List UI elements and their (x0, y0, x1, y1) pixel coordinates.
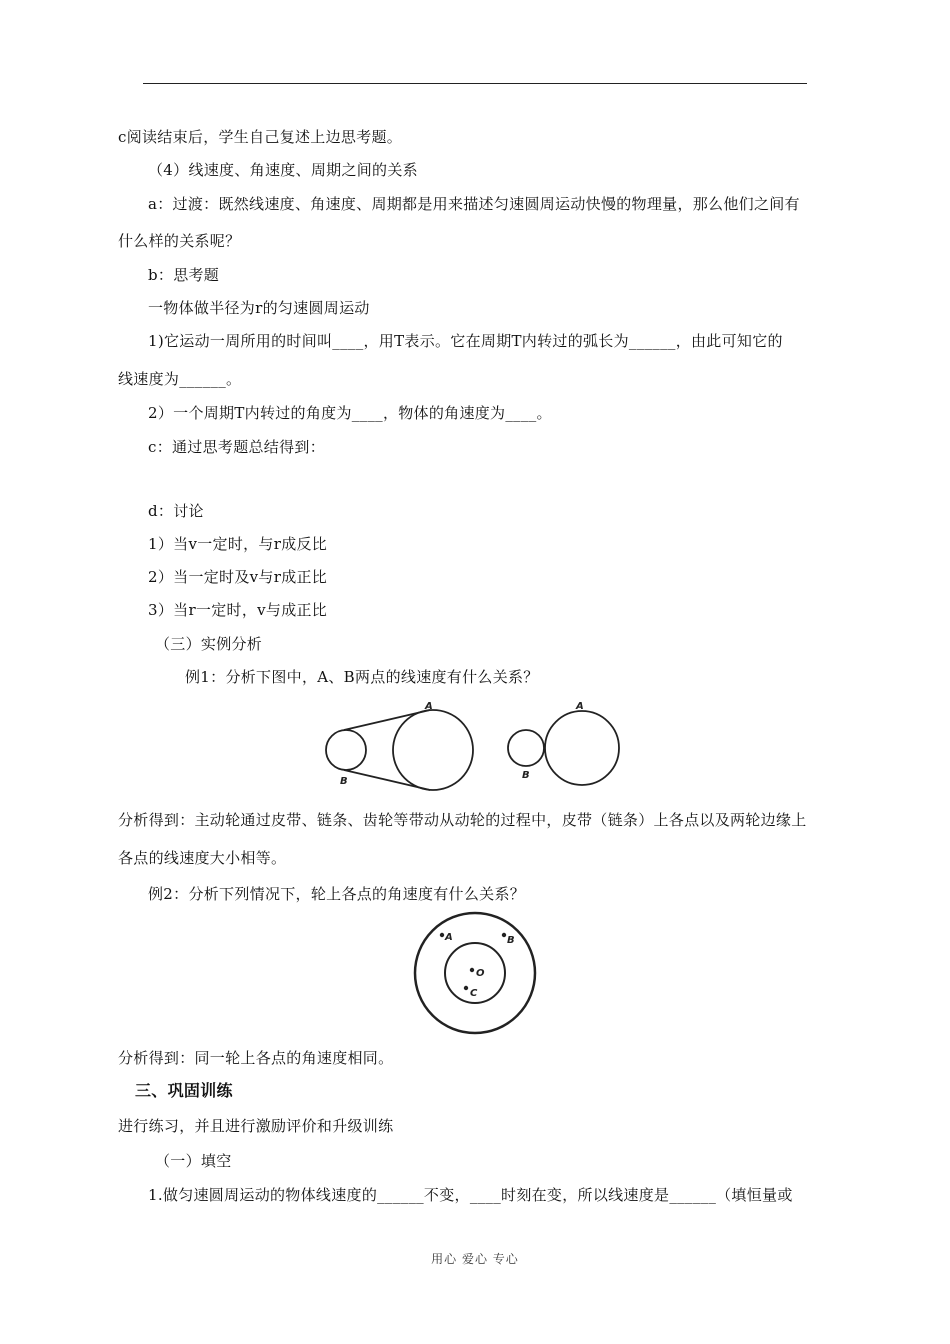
page-footer: 用心 爱心 专心 (431, 1252, 519, 1266)
text-line: b：思考题 (148, 266, 220, 284)
text-line: 2）一个周期T内转过的角度为____，物体的角速度为____。 (148, 404, 552, 422)
large-wheel-belt (393, 710, 473, 790)
point-a-label: A (576, 701, 584, 712)
section-label: （一）填空 (155, 1152, 232, 1170)
belt-top (344, 710, 430, 730)
section-label: （三）实例分析 (155, 635, 263, 653)
text-line: d：讨论 (148, 502, 204, 520)
point-c (464, 986, 468, 990)
text-line: 1）当v一定时，与r成反比 (148, 535, 328, 553)
text-line: 分析得到：主动轮通过皮带、链条、齿轮等带动从动轮的过程中，皮带（链条）上各点以及两轮边缘上 (118, 811, 807, 829)
text-line: 1)它运动一周所用的时间叫____，用T表示。它在周期T内转过的弧长为______，由此可知它的 (148, 332, 783, 350)
header-rule (143, 83, 807, 84)
text-line: 分析得到：同一轮上各点的角速度相同。 (118, 1049, 394, 1067)
example-1-question: 例1：分析下图中，A、B两点的线速度有什么关系？ (185, 668, 539, 686)
large-gear (545, 711, 619, 785)
text-line: 3）当r一定时，v与成正比 (148, 601, 328, 619)
text-line: c阅读结束后，学生自己复述上边思考题。 (118, 128, 403, 146)
belt-bottom (344, 770, 430, 790)
small-wheel-belt (326, 730, 366, 770)
point-c-label: C (470, 988, 478, 999)
section-heading: 三、巩固训练 (135, 1081, 233, 1100)
point-a-label: A (425, 701, 433, 712)
point-b-label: B (507, 935, 515, 946)
point-o (470, 968, 474, 972)
text-line: 线速度为______。 (118, 370, 242, 388)
text-line: 什么样的关系呢？ (118, 232, 241, 250)
fill-blank-question: 1.做匀速圆周运动的物体线速度的______不变，____时刻在变，所以线速度是______（填恒量或 (148, 1186, 793, 1204)
outer-wheel (415, 913, 535, 1033)
point-b (502, 933, 506, 937)
point-b-label: B (340, 776, 348, 787)
text-line: 进行练习，并且进行激励评价和升级训练 (118, 1117, 394, 1135)
figure-concentric-wheel (408, 910, 542, 1044)
text-line: 一物体做半径为r的匀速圆周运动 (148, 299, 370, 317)
point-a (440, 933, 444, 937)
point-o-label: O (476, 968, 485, 979)
text-line: c：通过思考题总结得到： (148, 438, 326, 456)
small-gear (508, 730, 544, 766)
figure-belt-and-gear-wheels (320, 698, 620, 798)
point-b-label: B (522, 770, 530, 781)
text-line: 各点的线速度大小相等。 (118, 849, 287, 867)
point-a-label: A (445, 932, 453, 943)
text-line: （4）线速度、角速度、周期之间的关系 (148, 161, 418, 179)
text-line: a：过渡：既然线速度、角速度、周期都是用来描述匀速圆周运动快慢的物理量，那么他们之间有 (148, 195, 800, 213)
example-2-question: 例2：分析下列情况下，轮上各点的角速度有什么关系？ (148, 885, 526, 903)
text-line: 2）当一定时及v与r成正比 (148, 568, 328, 586)
